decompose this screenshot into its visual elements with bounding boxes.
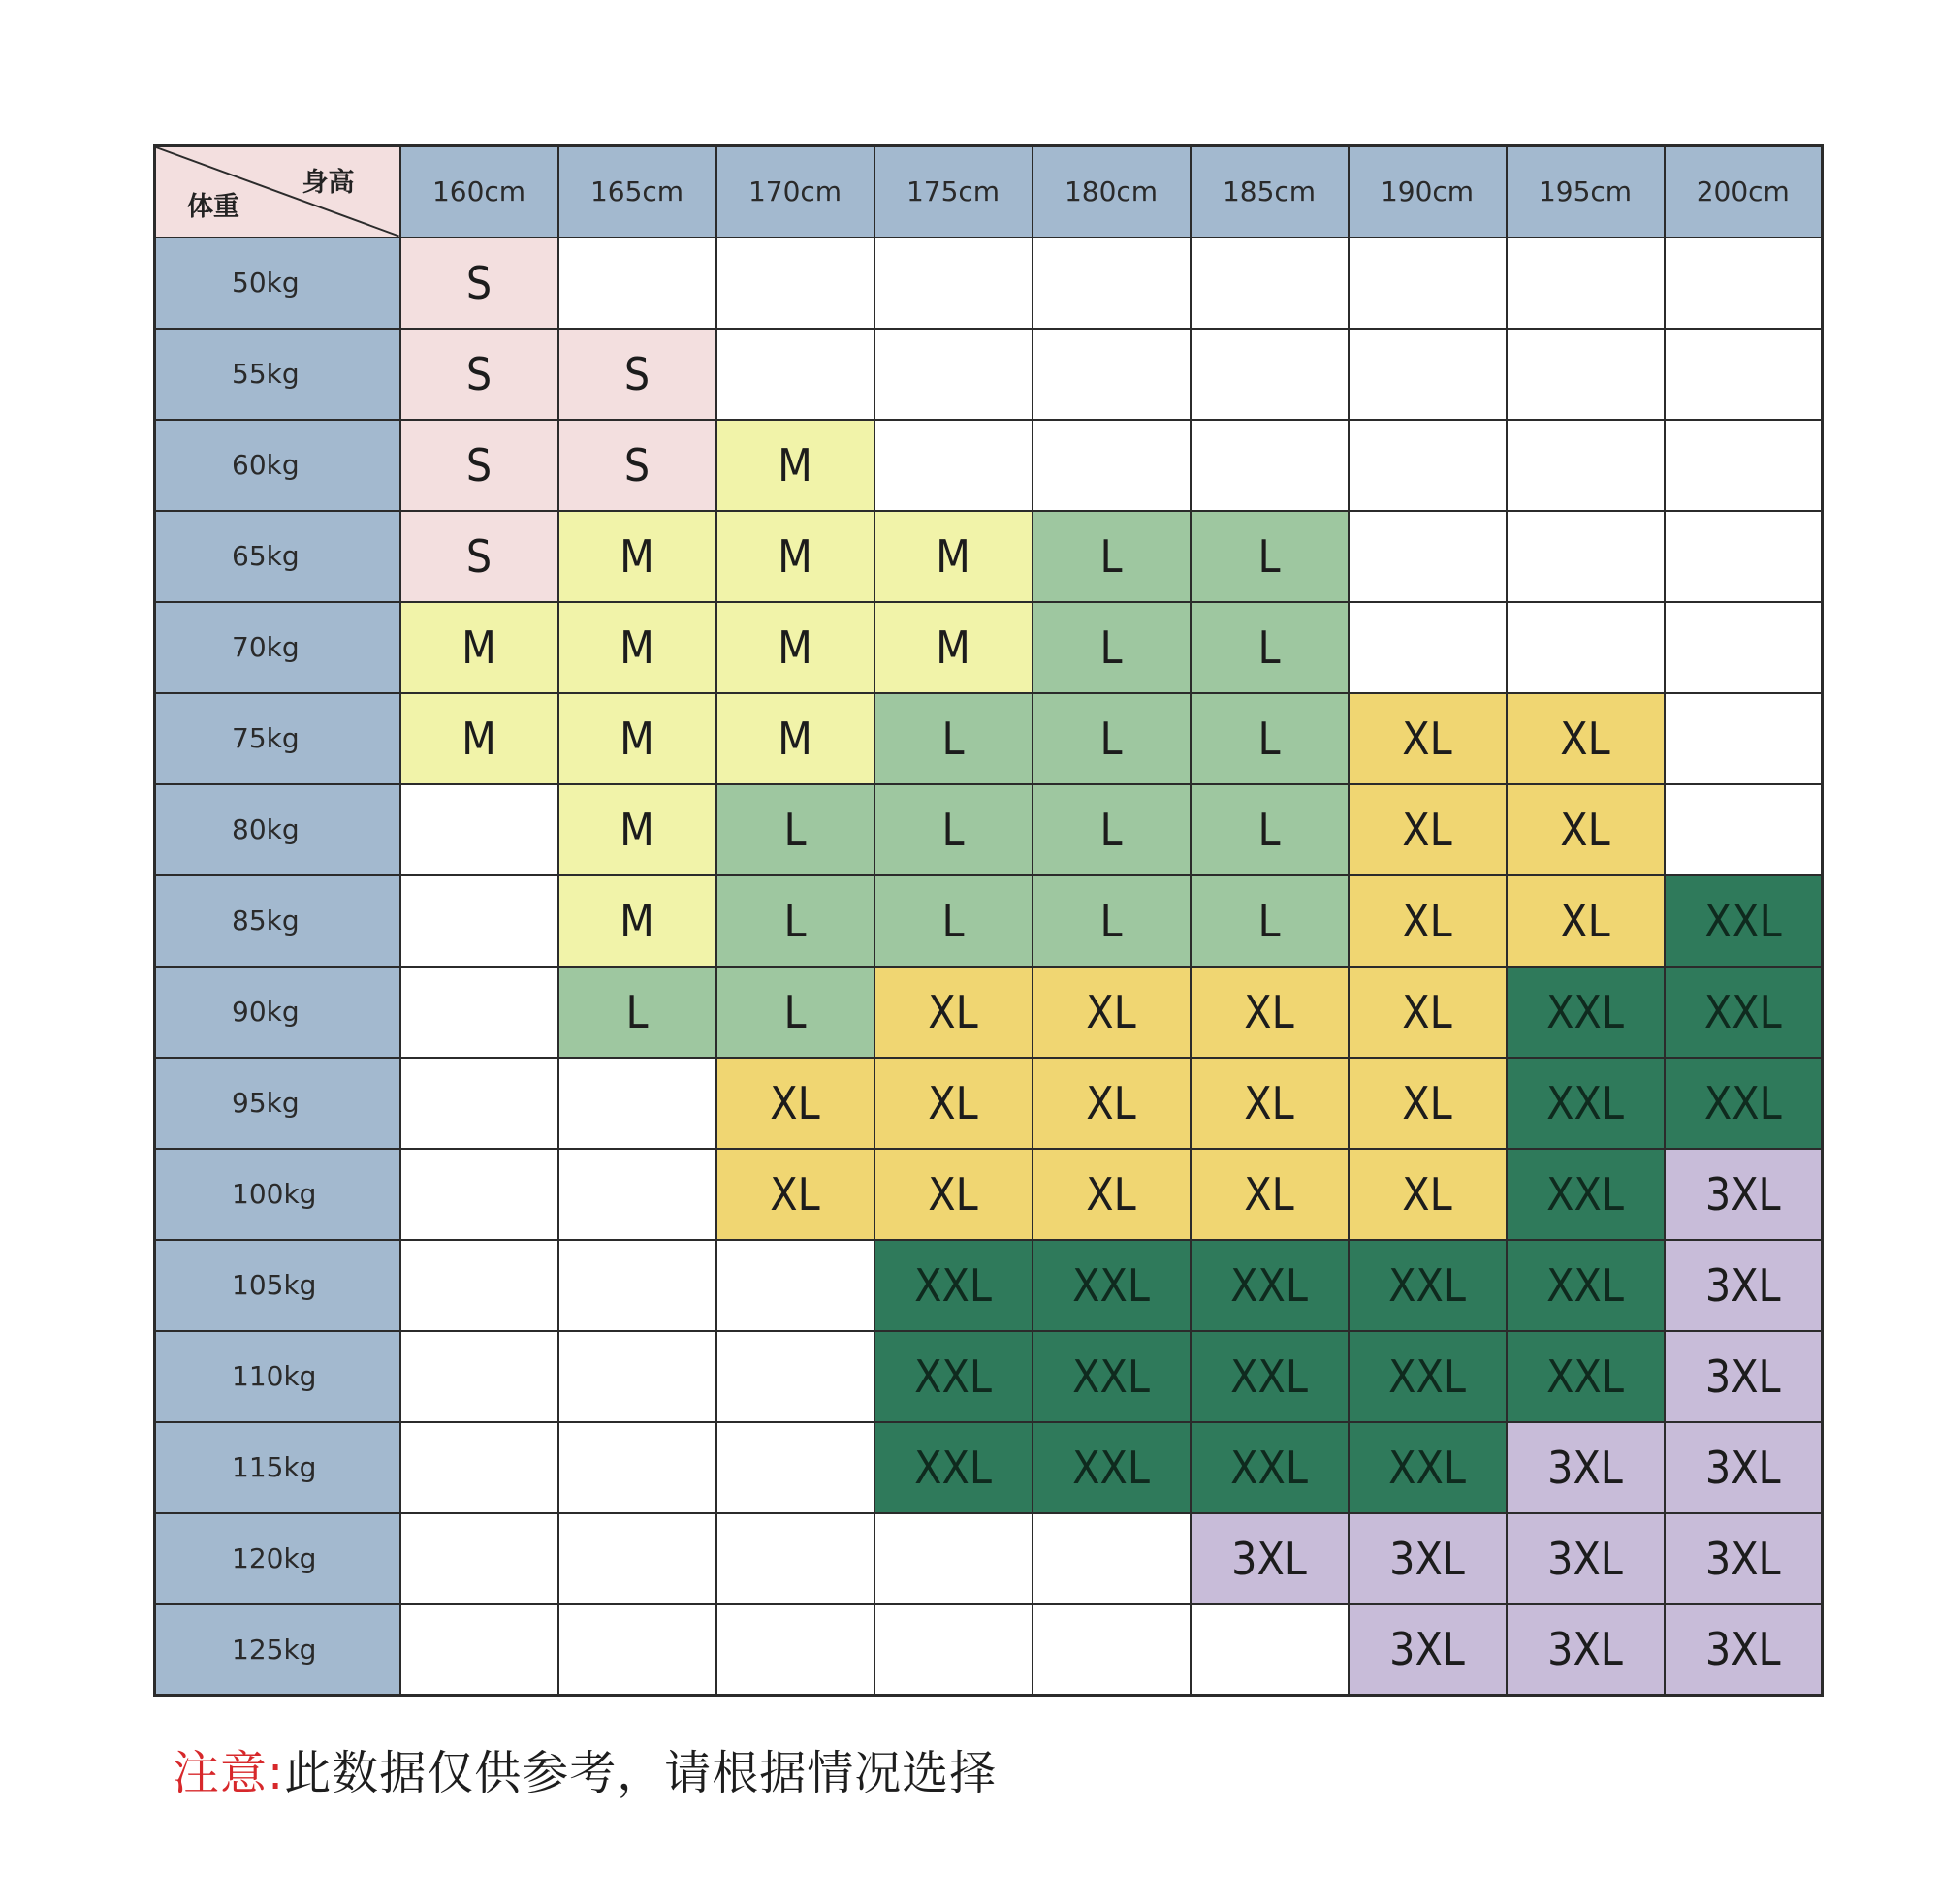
- height-header-190cm: 190cm: [1349, 146, 1507, 238]
- empty-cell: [1349, 238, 1507, 329]
- size-cell-xl: XL: [1191, 967, 1349, 1058]
- empty-cell: [1033, 420, 1191, 511]
- empty-cell: [1033, 238, 1191, 329]
- empty-cell: [1507, 511, 1665, 602]
- weight-label: 110kg: [232, 1360, 317, 1392]
- size-cell-xxl: XXL: [1349, 1240, 1507, 1331]
- size-cell-xxl: XXL: [1191, 1240, 1349, 1331]
- weight-header-65kg: [155, 511, 400, 602]
- size-cell-s: S: [400, 238, 558, 329]
- weight-label: 100kg: [232, 1178, 317, 1210]
- empty-cell: [400, 1513, 558, 1604]
- weight-label: 115kg: [232, 1451, 317, 1483]
- empty-cell: [874, 238, 1033, 329]
- empty-cell: [716, 1422, 874, 1513]
- empty-cell: [1665, 784, 1823, 875]
- empty-cell: [400, 1422, 558, 1513]
- size-cell-s: S: [558, 420, 716, 511]
- empty-cell: [716, 1604, 874, 1696]
- empty-cell: [400, 1149, 558, 1240]
- table-row: [155, 784, 1823, 875]
- size-cell-xl: XL: [1191, 1058, 1349, 1149]
- size-cell-3xl: 3XL: [1665, 1422, 1823, 1513]
- note-text: 此数据仅供参考，请根据情况选择: [284, 1746, 998, 1800]
- empty-cell: [1349, 420, 1507, 511]
- height-header-195cm: 195cm: [1507, 146, 1665, 238]
- size-cell-l: L: [716, 875, 874, 967]
- empty-cell: [1191, 238, 1349, 329]
- size-cell-l: L: [874, 784, 1033, 875]
- empty-cell: [716, 238, 874, 329]
- size-cell-xl: XL: [1349, 1149, 1507, 1240]
- empty-cell: [1191, 420, 1349, 511]
- empty-cell: [1033, 1513, 1191, 1604]
- weight-label: 50kg: [232, 267, 300, 299]
- size-cell-m: M: [716, 602, 874, 693]
- size-cell-xl: XL: [716, 1149, 874, 1240]
- empty-cell: [1349, 602, 1507, 693]
- note-label: 注意:: [173, 1746, 285, 1800]
- size-cell-xxl: XXL: [1665, 1058, 1823, 1149]
- size-cell-xl: XL: [1033, 1058, 1191, 1149]
- size-cell-xl: XL: [716, 1058, 874, 1149]
- size-cell-m: M: [558, 602, 716, 693]
- size-chart-table: [153, 144, 1824, 1697]
- size-cell-m: M: [400, 693, 558, 784]
- size-cell-l: L: [1033, 511, 1191, 602]
- empty-cell: [1665, 511, 1823, 602]
- weight-header-80kg: [155, 784, 400, 875]
- size-cell-xl: XL: [1507, 693, 1665, 784]
- corner-cell: [155, 146, 400, 238]
- empty-cell: [874, 1604, 1033, 1696]
- empty-cell: [1349, 329, 1507, 420]
- weight-label: 95kg: [232, 1087, 300, 1119]
- weight-label: 65kg: [232, 540, 300, 572]
- size-cell-3xl: 3XL: [1665, 1604, 1823, 1696]
- empty-cell: [400, 784, 558, 875]
- weight-header-85kg: [155, 875, 400, 967]
- weight-header-55kg: [155, 329, 400, 420]
- table-row: [155, 1604, 1823, 1696]
- size-cell-xxl: XXL: [1507, 1331, 1665, 1422]
- table-row: [155, 875, 1823, 967]
- height-header-185cm: 185cm: [1191, 146, 1349, 238]
- size-cell-xl: XL: [1507, 875, 1665, 967]
- size-cell-s: S: [558, 329, 716, 420]
- empty-cell: [1349, 511, 1507, 602]
- empty-cell: [716, 329, 874, 420]
- size-cell-l: L: [1191, 693, 1349, 784]
- weight-label: 75kg: [232, 722, 300, 754]
- empty-cell: [716, 1331, 874, 1422]
- empty-cell: [400, 1240, 558, 1331]
- size-cell-m: M: [716, 420, 874, 511]
- size-cell-xxl: XXL: [1507, 1240, 1665, 1331]
- size-cell-3xl: 3XL: [1665, 1240, 1823, 1331]
- size-cell-xl: XL: [874, 967, 1033, 1058]
- empty-cell: [716, 1240, 874, 1331]
- size-cell-xxl: XXL: [1507, 967, 1665, 1058]
- size-chart-body: [155, 238, 1823, 1696]
- size-cell-m: M: [558, 693, 716, 784]
- weight-label: 85kg: [232, 904, 300, 936]
- weight-label: 105kg: [232, 1269, 317, 1301]
- weight-header-110kg: [155, 1331, 400, 1422]
- empty-cell: [1507, 602, 1665, 693]
- size-cell-3xl: 3XL: [1665, 1149, 1823, 1240]
- weight-header-105kg: [155, 1240, 400, 1331]
- size-cell-xl: XL: [1033, 967, 1191, 1058]
- empty-cell: [874, 1513, 1033, 1604]
- empty-cell: [1507, 329, 1665, 420]
- size-cell-l: L: [1033, 693, 1191, 784]
- height-header-row: [155, 146, 1823, 238]
- empty-cell: [1191, 329, 1349, 420]
- empty-cell: [558, 1331, 716, 1422]
- size-cell-xxl: XXL: [1191, 1422, 1349, 1513]
- weight-header-70kg: [155, 602, 400, 693]
- weight-axis-label: 体重: [187, 191, 239, 222]
- size-cell-3xl: 3XL: [1665, 1331, 1823, 1422]
- empty-cell: [400, 1331, 558, 1422]
- weight-header-75kg: [155, 693, 400, 784]
- empty-cell: [1033, 1604, 1191, 1696]
- size-cell-xxl: XXL: [874, 1422, 1033, 1513]
- table-row: [155, 329, 1823, 420]
- size-cell-3xl: 3XL: [1507, 1422, 1665, 1513]
- empty-cell: [1665, 693, 1823, 784]
- table-row: [155, 1331, 1823, 1422]
- size-cell-m: M: [716, 693, 874, 784]
- size-cell-l: L: [558, 967, 716, 1058]
- empty-cell: [400, 967, 558, 1058]
- size-cell-xl: XL: [1033, 1149, 1191, 1240]
- size-cell-l: L: [1033, 875, 1191, 967]
- size-cell-l: L: [716, 967, 874, 1058]
- weight-label: 70kg: [232, 631, 300, 663]
- size-cell-xl: XL: [1191, 1149, 1349, 1240]
- size-cell-3xl: 3XL: [1349, 1513, 1507, 1604]
- empty-cell: [1507, 420, 1665, 511]
- size-cell-xl: XL: [1349, 1058, 1507, 1149]
- size-cell-m: M: [716, 511, 874, 602]
- empty-cell: [400, 875, 558, 967]
- height-header-165cm: 165cm: [558, 146, 716, 238]
- size-cell-l: L: [1191, 784, 1349, 875]
- size-cell-xl: XL: [1349, 693, 1507, 784]
- empty-cell: [400, 1058, 558, 1149]
- empty-cell: [716, 1513, 874, 1604]
- weight-header-90kg: [155, 967, 400, 1058]
- note-footer: [173, 1735, 997, 1802]
- size-cell-xxl: XXL: [1191, 1331, 1349, 1422]
- size-cell-3xl: 3XL: [1665, 1513, 1823, 1604]
- size-cell-xxl: XXL: [874, 1240, 1033, 1331]
- weight-label: 120kg: [232, 1542, 317, 1574]
- size-cell-xl: XL: [874, 1058, 1033, 1149]
- weight-header-120kg: [155, 1513, 400, 1604]
- size-cell-3xl: 3XL: [1349, 1604, 1507, 1696]
- weight-label: 55kg: [232, 358, 300, 390]
- table-row: [155, 1058, 1823, 1149]
- empty-cell: [1665, 238, 1823, 329]
- size-cell-l: L: [874, 693, 1033, 784]
- empty-cell: [1033, 329, 1191, 420]
- height-header-170cm: 170cm: [716, 146, 874, 238]
- height-header-200cm: 200cm: [1665, 146, 1823, 238]
- table-row: [155, 238, 1823, 329]
- size-cell-l: L: [1191, 511, 1349, 602]
- size-cell-xxl: XXL: [1033, 1240, 1191, 1331]
- table-row: [155, 511, 1823, 602]
- size-cell-xxl: XXL: [1665, 967, 1823, 1058]
- size-cell-xxl: XXL: [1349, 1331, 1507, 1422]
- table-row: [155, 1513, 1823, 1604]
- empty-cell: [874, 329, 1033, 420]
- size-cell-s: S: [400, 329, 558, 420]
- table-row: [155, 967, 1823, 1058]
- size-cell-m: M: [558, 784, 716, 875]
- weight-label: 125kg: [232, 1633, 317, 1666]
- size-cell-m: M: [558, 875, 716, 967]
- weight-label: 90kg: [232, 996, 300, 1028]
- size-cell-xl: XL: [1507, 784, 1665, 875]
- weight-header-100kg: [155, 1149, 400, 1240]
- empty-cell: [558, 1149, 716, 1240]
- empty-cell: [558, 1513, 716, 1604]
- table-row: [155, 1422, 1823, 1513]
- size-cell-xl: XL: [1349, 875, 1507, 967]
- weight-label: 60kg: [232, 449, 300, 481]
- table-row: [155, 693, 1823, 784]
- size-cell-xxl: XXL: [1349, 1422, 1507, 1513]
- size-cell-xxl: XXL: [1033, 1331, 1191, 1422]
- weight-header-60kg: [155, 420, 400, 511]
- empty-cell: [1665, 420, 1823, 511]
- size-cell-l: L: [716, 784, 874, 875]
- height-header-160cm: 160cm: [400, 146, 558, 238]
- empty-cell: [1665, 602, 1823, 693]
- size-cell-s: S: [400, 511, 558, 602]
- weight-label: 80kg: [232, 813, 300, 845]
- weight-header-115kg: [155, 1422, 400, 1513]
- size-cell-l: L: [1191, 602, 1349, 693]
- size-cell-xxl: XXL: [1507, 1058, 1665, 1149]
- size-cell-xxl: XXL: [874, 1331, 1033, 1422]
- height-header-175cm: 175cm: [874, 146, 1033, 238]
- size-cell-3xl: 3XL: [1507, 1604, 1665, 1696]
- size-cell-l: L: [1033, 602, 1191, 693]
- table-row: [155, 420, 1823, 511]
- empty-cell: [400, 1604, 558, 1696]
- size-cell-xl: XL: [1349, 784, 1507, 875]
- weight-header-50kg: [155, 238, 400, 329]
- table-row: [155, 1240, 1823, 1331]
- size-cell-s: S: [400, 420, 558, 511]
- size-cell-m: M: [874, 602, 1033, 693]
- empty-cell: [558, 1422, 716, 1513]
- size-cell-3xl: 3XL: [1191, 1513, 1349, 1604]
- size-cell-l: L: [874, 875, 1033, 967]
- size-cell-3xl: 3XL: [1507, 1513, 1665, 1604]
- empty-cell: [1191, 1604, 1349, 1696]
- size-cell-m: M: [558, 511, 716, 602]
- size-cell-xl: XL: [1349, 967, 1507, 1058]
- size-cell-l: L: [1033, 784, 1191, 875]
- empty-cell: [874, 420, 1033, 511]
- table-row: [155, 1149, 1823, 1240]
- height-header-180cm: 180cm: [1033, 146, 1191, 238]
- height-axis-label: 身高: [302, 168, 355, 198]
- size-cell-xxl: XXL: [1507, 1149, 1665, 1240]
- table-row: [155, 602, 1823, 693]
- weight-header-95kg: [155, 1058, 400, 1149]
- size-cell-m: M: [400, 602, 558, 693]
- size-cell-l: L: [1191, 875, 1349, 967]
- empty-cell: [1507, 238, 1665, 329]
- weight-header-125kg: [155, 1604, 400, 1696]
- empty-cell: [558, 1058, 716, 1149]
- size-cell-xxl: XXL: [1665, 875, 1823, 967]
- empty-cell: [1665, 329, 1823, 420]
- size-cell-xxl: XXL: [1033, 1422, 1191, 1513]
- size-cell-xl: XL: [874, 1149, 1033, 1240]
- empty-cell: [558, 238, 716, 329]
- empty-cell: [558, 1604, 716, 1696]
- empty-cell: [558, 1240, 716, 1331]
- size-cell-m: M: [874, 511, 1033, 602]
